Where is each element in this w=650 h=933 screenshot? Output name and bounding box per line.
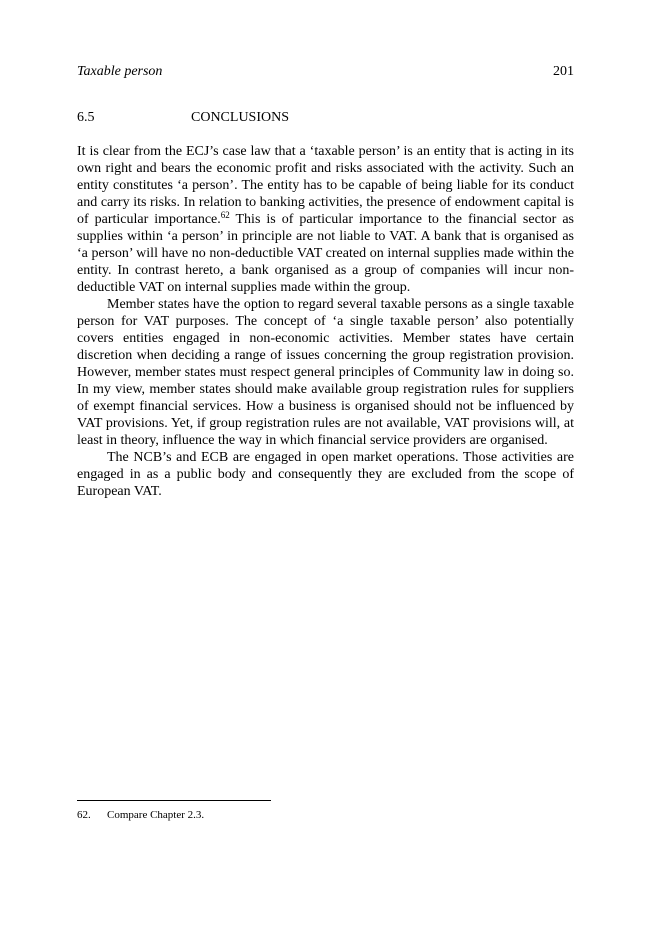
section-number: 6.5 xyxy=(77,110,95,125)
paragraph-1 xyxy=(77,143,574,296)
page-number: 201 xyxy=(553,64,574,79)
footnote-reference[interactable]: 62 xyxy=(220,210,230,220)
paragraph-3: The NCB’s and ECB are engaged in open market operations. Those activities are engaged in as a public body and consequently they are excluded from the scope of European VAT. xyxy=(77,450,574,499)
section-heading xyxy=(77,108,574,128)
footnote xyxy=(77,808,574,823)
paragraph-1-text-after-ref: This is of particular importance to the financial sector as supplies within ‘a person’ in principle are not liable to VAT. A bank that is organised as ‘a person’ will have no non-deductible VAT created on internal supplies made within the entity. In contrast hereto, a bank organised as a group of companies will incur non-deductible VAT on internal supplies made within the group. xyxy=(77,212,574,295)
body-text xyxy=(77,143,574,500)
paragraph-1-text-before-ref: It is clear from the ECJ’s case law that a ‘taxable person’ is an entity that is acting in its own right and bears the economic profit and risks associated with the activity. Such an entity constitutes ‘a person’. The entity has to be capable of being liable for its conduct and carry its risks. In relation to banking activities, the presence of endowment capital is of particular importance. xyxy=(77,144,574,227)
running-head xyxy=(77,62,574,82)
section-title: CONCLUSIONS xyxy=(191,110,290,125)
paragraph-2: Member states have the option to regard several taxable persons as a single taxable person for VAT purposes. The concept of ‘a single taxable person’ also potentially covers entities engaged in non-economic activities. Member states have certain discretion when deciding a range of issues concerning the group registration provision. However, member states must respect general principles of Community law in doing so. In my view, member states should make available group registration rules for suppliers of exempt financial services. How a business is organised should not be influenced by VAT provisions. Yet, if group registration rules are not available, VAT provisions will, at least in theory, influence the way in which financial service providers are organised. xyxy=(77,297,574,448)
footnote-number: 62. xyxy=(77,809,91,821)
footnote-text: Compare Chapter 2.3. xyxy=(107,809,205,821)
running-head-title: Taxable person xyxy=(77,64,163,79)
footnote-divider xyxy=(77,800,271,801)
